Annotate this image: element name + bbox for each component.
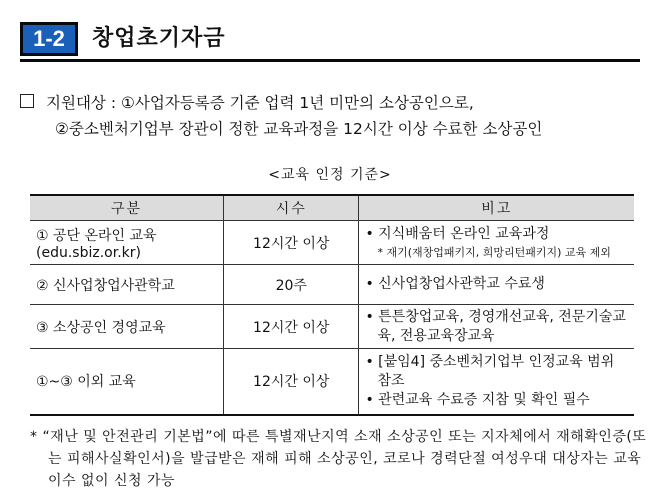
table-row (30, 265, 634, 305)
table-header-row (30, 195, 634, 221)
row-notes (359, 265, 634, 305)
table-caption: <교육 인정 기준> (268, 167, 392, 183)
row-notes (359, 221, 634, 265)
row-category: ①~③ 이외 교육 (30, 349, 224, 415)
row-hours: 20주 (224, 265, 359, 305)
table-row (30, 305, 634, 349)
section-title: 창업초기자금 (92, 26, 226, 51)
row-hours: 12시간 이상 (224, 349, 359, 415)
section-header (20, 22, 640, 62)
row-category: ① 공단 온라인 교육 (edu.sbiz.or.kr) (30, 221, 224, 265)
row-category: ③ 소상공인 경영교육 (30, 305, 224, 349)
footnote: * “재난 및 안전관리 기본법”에 따른 특별재난지역 소재 소상공인 또는 지자체에서 재해확인증(또는 피해사실확인서)을 발급받은 재해 피해 소상공인, 코로나 경력단절 여성우대 대상자는 교육 이수 없이 신청 가능 (30, 429, 647, 489)
header-underline (20, 59, 640, 62)
eligibility-text-1: 지원대상 : ①사업자등록증 기준 업력 1년 미만의 소상공인으로, (46, 94, 474, 112)
row-notes (359, 349, 634, 415)
header-category: 구분 (30, 195, 224, 221)
row-hours: 12시간 이상 (224, 221, 359, 265)
section-number-badge: 1-2 (20, 22, 78, 56)
note-item: • 관련교육 수료증 지참 및 확인 필수 (365, 391, 590, 408)
eligibility-line-1 (20, 90, 650, 116)
note-item: • 신사업창업사관학교 수료생 (365, 276, 545, 292)
note-subnote: * 재기(재창업패키지, 희망리턴패키지) 교육 제외 (377, 246, 611, 259)
row-category: ② 신사업창업사관학교 (30, 265, 224, 305)
header-notes: 비고 (359, 195, 634, 221)
row-notes (359, 305, 634, 349)
header-hours: 시수 (224, 195, 359, 221)
note-item: • [붙임4] 중소벤처기업부 인정교육 범위 참조 (365, 353, 615, 389)
checkbox-square-icon (20, 94, 34, 108)
education-criteria-table (30, 194, 634, 416)
eligibility-line-2: ②중소벤처기업부 장관이 정한 교육과정을 12시간 이상 수료한 소상공인 (55, 120, 543, 138)
note-item: • 지식배움터 온라인 교육과정 (365, 226, 550, 242)
table-row (30, 221, 634, 265)
table-row (30, 349, 634, 415)
eligibility-block (20, 90, 650, 142)
row-hours: 12시간 이상 (224, 305, 359, 349)
note-item: • 튼튼창업교육, 경영개선교육, 전문기술교육, 전용교육장교육 (365, 308, 626, 344)
